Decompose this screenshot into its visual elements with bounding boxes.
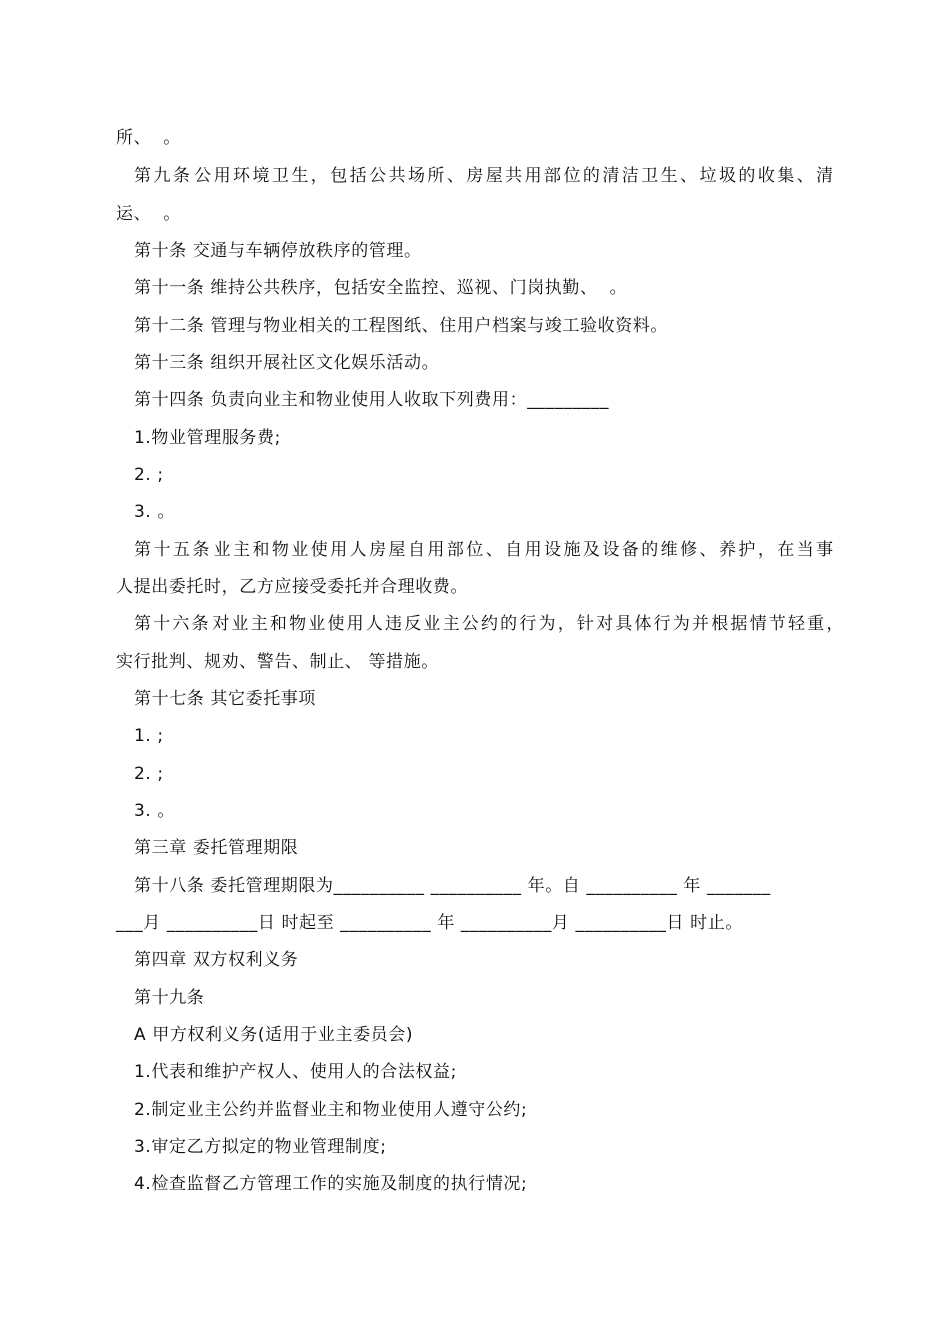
list-item: 1.代表和维护产权人、使用人的合法权益; [134,1062,457,1082]
list-item: 2.制定业主公约并监督业主和物业使用人遵守公约; [134,1100,528,1120]
list-item: 1.物业管理服务费; [134,428,281,448]
article-13: 第十三条 组织开展社区文化娱乐活动。 [134,353,440,373]
list-item: 2. ; [134,465,164,485]
text-line: 所、 。 [116,128,181,148]
article-19: 第十九条 [134,988,205,1008]
article-15-line-1: 第 十 五 条 业 主 和 物 业 使 用 人 房 屋 自 用 部 位 、 自 用 设 施 及 设 备 的 维 修 、 养 护 ， 在 当 事 [134,540,834,560]
list-item: 4.检查监督乙方管理工作的实施及制度的执行情况; [134,1174,528,1194]
article-9-line-2: 运、 。 [116,204,181,224]
article-18-line-1: 第十八条 委托管理期限为__________ __________ 年。自 __________ 年 _______ [134,876,771,896]
list-item: 1. ; [134,726,164,746]
list-item: 3. 。 [134,502,176,522]
article-17: 第十七条 其它委托事项 [134,689,317,709]
article-16-line-2: 实行批判、规劝、警告、制止、 等措施。 [116,652,439,672]
article-10: 第十条 交通与车辆停放秩序的管理。 [134,241,422,261]
chapter-4-heading: 第四章 双方权利义务 [134,950,299,970]
list-item: 3. 。 [134,801,176,821]
article-18-line-2: ___月 __________日 时起至 __________ 年 __________月 __________日 时止。 [116,913,743,933]
article-14: 第十四条 负责向业主和物业使用人收取下列费用：_________ [134,390,610,410]
list-item: 3.审定乙方拟定的物业管理制度; [134,1137,387,1157]
list-item: 2. ; [134,764,164,784]
article-12: 第十二条 管理与物业相关的工程图纸、住用户档案与竣工验收资料。 [134,316,669,336]
article-16-line-1: 第 十 六 条 对 业 主 和 物 业 使 用 人 违 反 业 主 公 约 的 行 为 ， 针 对 具 体 行 为 并 根 据 情 节 轻 重 ， [134,614,844,634]
section-a-heading: A 甲方权利义务(适用于业主委员会) [134,1025,414,1045]
article-9-line-1: 第 九 条 公 用 环 境 卫 生 ， 包 括 公 共 场 所 、 房 屋 共 用 部 位 的 清 洁 卫 生 、 垃 圾 的 收 集 、 清 [134,166,834,186]
chapter-3-heading: 第三章 委托管理期限 [134,838,299,858]
article-15-line-2: 人提出委托时，乙方应接受委托并合理收费。 [116,577,468,597]
article-11: 第十一条 维持公共秩序，包括安全监控、巡视、门岗执勤、 。 [134,278,628,298]
